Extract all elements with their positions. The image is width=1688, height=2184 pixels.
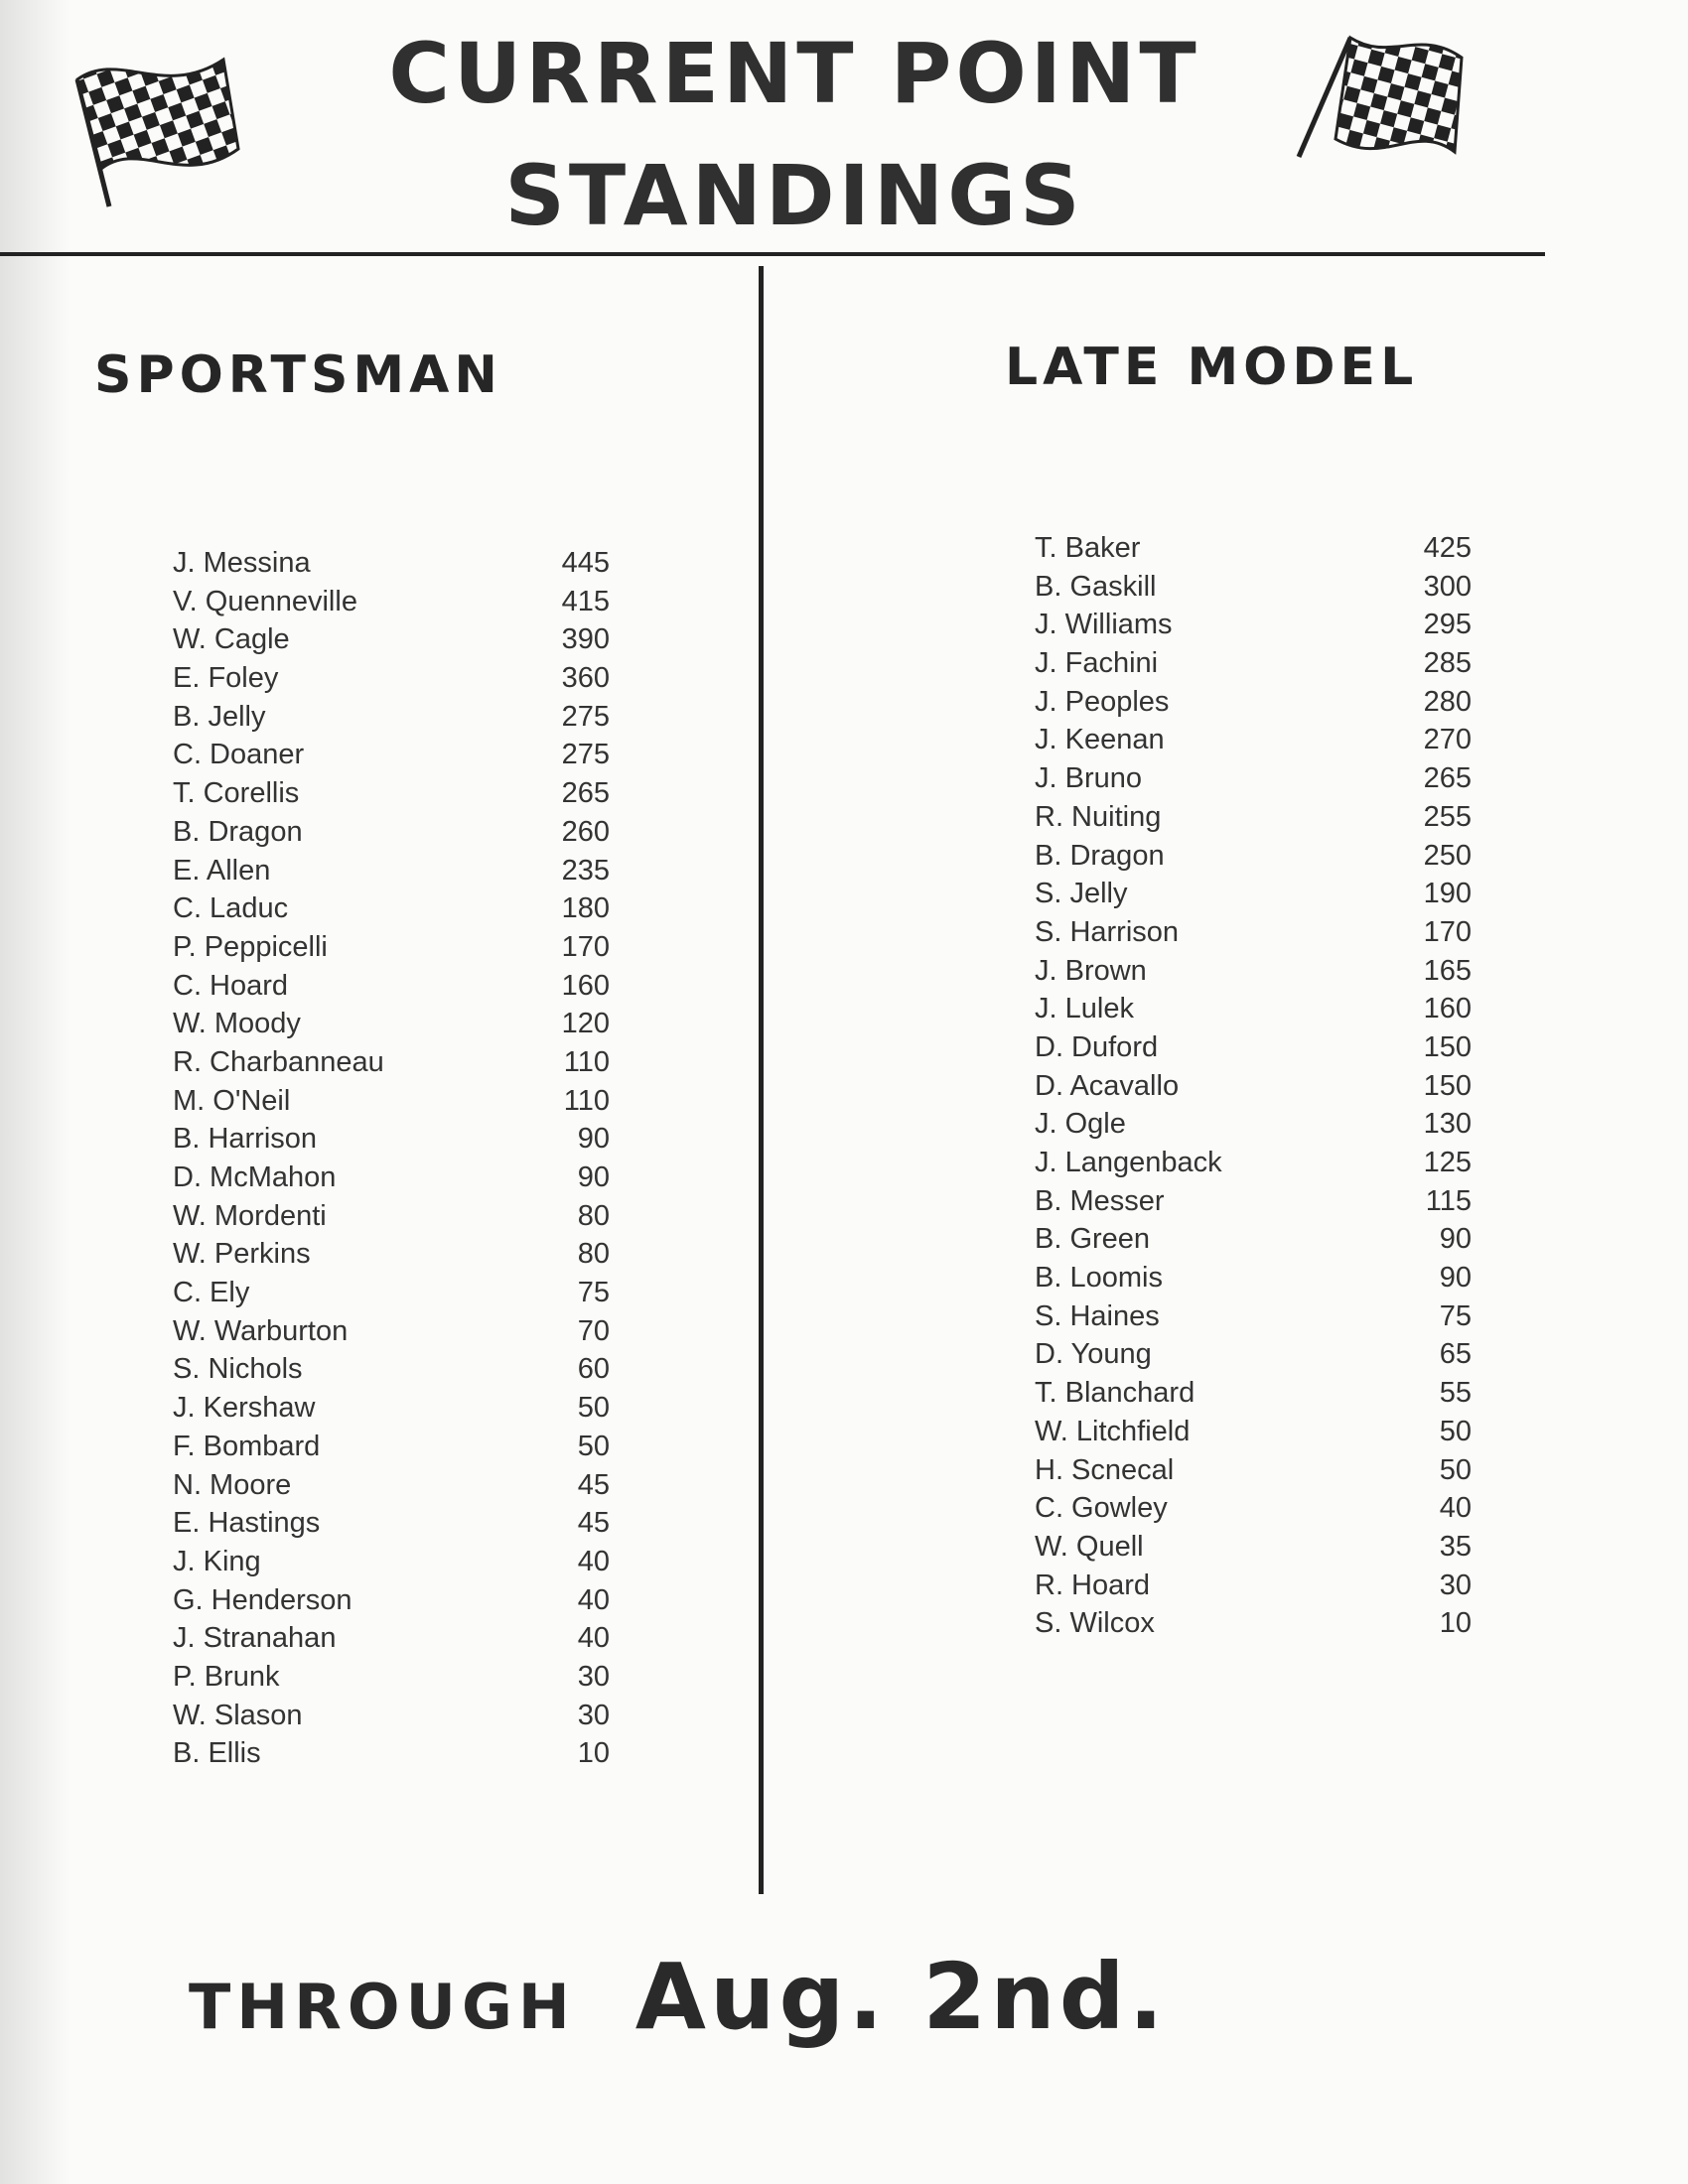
driver-points: 40 bbox=[577, 1583, 610, 1616]
standing-row bbox=[1035, 529, 1472, 568]
driver-points: 360 bbox=[561, 662, 610, 695]
standing-row bbox=[173, 1428, 610, 1466]
driver-points: 10 bbox=[1439, 1607, 1472, 1640]
driver-points: 40 bbox=[577, 1545, 610, 1577]
driver-points: 110 bbox=[563, 1084, 610, 1117]
standing-row bbox=[173, 1697, 610, 1735]
standing-row bbox=[173, 889, 610, 928]
driver-points: 260 bbox=[561, 815, 610, 848]
driver-points: 30 bbox=[1439, 1569, 1472, 1601]
standing-row bbox=[1035, 1567, 1472, 1605]
standing-row bbox=[173, 544, 610, 583]
driver-name: C. Hoard bbox=[173, 969, 289, 1002]
driver-name: W. Perkins bbox=[173, 1238, 311, 1271]
standing-row bbox=[173, 1274, 610, 1312]
driver-name: C. Ely bbox=[173, 1277, 250, 1309]
driver-name: W. Quell bbox=[1035, 1530, 1144, 1563]
driver-points: 70 bbox=[577, 1314, 610, 1347]
sportsman-heading: SPORTSMAN bbox=[94, 345, 502, 405]
driver-points: 45 bbox=[577, 1468, 610, 1501]
driver-points: 275 bbox=[561, 700, 610, 733]
driver-points: 390 bbox=[561, 623, 610, 656]
driver-name: E. Hastings bbox=[173, 1507, 321, 1540]
driver-points: 130 bbox=[1423, 1108, 1472, 1141]
footer-through: THROUGH bbox=[189, 1971, 576, 2043]
standing-row bbox=[1035, 913, 1472, 952]
page-title-line1: CURRENT POINT bbox=[388, 25, 1200, 122]
standing-row bbox=[1035, 1604, 1472, 1643]
late-model-standings-list bbox=[1035, 529, 1472, 1643]
late-model-heading: LATE MODEL bbox=[1005, 338, 1419, 397]
standing-row bbox=[1035, 1220, 1472, 1259]
standing-row bbox=[173, 1504, 610, 1543]
driver-name: J. Peoples bbox=[1035, 685, 1170, 718]
driver-points: 40 bbox=[1439, 1492, 1472, 1525]
standing-row bbox=[173, 813, 610, 852]
standing-row bbox=[1035, 1297, 1472, 1336]
driver-points: 425 bbox=[1423, 532, 1472, 564]
driver-points: 250 bbox=[1423, 839, 1472, 872]
standing-row bbox=[173, 1350, 610, 1389]
standing-row bbox=[1035, 1259, 1472, 1297]
driver-points: 270 bbox=[1423, 724, 1472, 756]
standing-row bbox=[173, 1120, 610, 1159]
driver-points: 160 bbox=[1423, 993, 1472, 1025]
page-edge-shadow bbox=[0, 0, 70, 2184]
header-divider bbox=[0, 252, 1545, 256]
driver-name: C. Gowley bbox=[1035, 1492, 1168, 1525]
driver-name: J. Ogle bbox=[1035, 1108, 1126, 1141]
standing-row bbox=[1035, 1105, 1472, 1144]
driver-name: H. Scnecal bbox=[1035, 1453, 1175, 1486]
sportsman-standings-list bbox=[173, 544, 610, 1773]
driver-points: 30 bbox=[577, 1660, 610, 1693]
driver-name: M. O'Neil bbox=[173, 1084, 291, 1117]
driver-name: W. Cagle bbox=[173, 623, 290, 656]
footer-through-date bbox=[189, 1944, 1168, 2050]
driver-name: F. Bombard bbox=[173, 1430, 321, 1462]
driver-points: 120 bbox=[561, 1008, 610, 1040]
standing-row bbox=[173, 1543, 610, 1581]
driver-points: 285 bbox=[1423, 647, 1472, 680]
standing-row bbox=[1035, 1182, 1472, 1221]
column-divider bbox=[759, 266, 764, 1894]
driver-name: B. Gaskill bbox=[1035, 570, 1157, 603]
driver-points: 170 bbox=[561, 930, 610, 963]
driver-points: 265 bbox=[1423, 762, 1472, 795]
standing-row bbox=[1035, 1413, 1472, 1451]
driver-name: S. Wilcox bbox=[1035, 1607, 1155, 1640]
driver-points: 150 bbox=[1423, 1069, 1472, 1102]
driver-name: J. Kershaw bbox=[173, 1392, 316, 1425]
driver-name: D. Acavallo bbox=[1035, 1069, 1180, 1102]
driver-points: 160 bbox=[561, 969, 610, 1002]
standing-row bbox=[173, 1658, 610, 1697]
driver-points: 190 bbox=[1423, 878, 1472, 910]
driver-points: 90 bbox=[577, 1123, 610, 1156]
driver-points: 90 bbox=[577, 1161, 610, 1193]
standing-row bbox=[1035, 1374, 1472, 1413]
standing-row bbox=[1035, 837, 1472, 876]
driver-name: P. Peppicelli bbox=[173, 930, 328, 963]
driver-name: N. Moore bbox=[173, 1468, 292, 1501]
standing-row bbox=[173, 1043, 610, 1082]
driver-name: S. Haines bbox=[1035, 1299, 1160, 1332]
driver-name: D. McMahon bbox=[173, 1161, 337, 1193]
driver-points: 75 bbox=[1439, 1299, 1472, 1332]
driver-points: 65 bbox=[1439, 1338, 1472, 1371]
driver-points: 180 bbox=[561, 892, 610, 925]
driver-points: 295 bbox=[1423, 609, 1472, 641]
standing-row bbox=[173, 774, 610, 813]
standing-row bbox=[1035, 952, 1472, 991]
driver-points: 275 bbox=[561, 739, 610, 771]
driver-name: J. Lulek bbox=[1035, 993, 1134, 1025]
standing-row bbox=[173, 1734, 610, 1773]
driver-name: W. Litchfield bbox=[1035, 1415, 1191, 1447]
footer-date: Aug. 2nd. bbox=[634, 1944, 1168, 2050]
standing-row bbox=[1035, 1451, 1472, 1490]
driver-points: 300 bbox=[1423, 570, 1472, 603]
driver-name: B. Messer bbox=[1035, 1184, 1165, 1217]
driver-name: E. Allen bbox=[173, 854, 271, 887]
driver-name: R. Charbanneau bbox=[173, 1045, 384, 1078]
standing-row bbox=[1035, 798, 1472, 837]
driver-name: S. Nichols bbox=[173, 1353, 303, 1386]
driver-name: R. Hoard bbox=[1035, 1569, 1151, 1601]
standing-row bbox=[1035, 759, 1472, 798]
standing-row bbox=[173, 659, 610, 698]
standing-row bbox=[173, 698, 610, 737]
driver-name: S. Harrison bbox=[1035, 915, 1180, 948]
standing-row bbox=[1035, 1528, 1472, 1567]
driver-points: 165 bbox=[1423, 954, 1472, 987]
standing-row bbox=[173, 1197, 610, 1236]
driver-name: S. Jelly bbox=[1035, 878, 1128, 910]
driver-name: G. Henderson bbox=[173, 1583, 352, 1616]
driver-points: 125 bbox=[1423, 1147, 1472, 1178]
standing-row bbox=[1035, 644, 1472, 683]
driver-name: B. Ellis bbox=[173, 1737, 261, 1770]
driver-name: J. Brown bbox=[1035, 954, 1147, 987]
driver-points: 80 bbox=[577, 1199, 610, 1232]
driver-name: D. Duford bbox=[1035, 1030, 1159, 1063]
checkered-flag-icon bbox=[70, 40, 248, 208]
driver-name: J. Langenback bbox=[1035, 1147, 1222, 1178]
driver-points: 35 bbox=[1439, 1530, 1472, 1563]
standing-row bbox=[1035, 990, 1472, 1028]
driver-name: J. Williams bbox=[1035, 609, 1173, 641]
driver-points: 280 bbox=[1423, 685, 1472, 718]
standing-row bbox=[173, 1005, 610, 1043]
page-title-line2: STANDINGS bbox=[504, 147, 1084, 244]
driver-name: W. Slason bbox=[173, 1699, 303, 1731]
standing-row bbox=[173, 928, 610, 967]
driver-points: 50 bbox=[577, 1430, 610, 1462]
driver-points: 50 bbox=[577, 1392, 610, 1425]
driver-name: B. Loomis bbox=[1035, 1262, 1163, 1295]
standing-row bbox=[173, 620, 610, 659]
driver-name: C. Doaner bbox=[173, 739, 305, 771]
standing-row bbox=[1035, 1489, 1472, 1528]
standing-row bbox=[173, 1619, 610, 1658]
driver-points: 170 bbox=[1423, 915, 1472, 948]
driver-points: 55 bbox=[1439, 1377, 1472, 1410]
driver-name: B. Dragon bbox=[1035, 839, 1165, 872]
standing-row bbox=[1035, 1144, 1472, 1182]
driver-name: W. Mordenti bbox=[173, 1199, 327, 1232]
driver-name: J. Messina bbox=[173, 547, 311, 579]
driver-name: T. Baker bbox=[1035, 532, 1141, 564]
driver-points: 415 bbox=[561, 585, 610, 617]
driver-name: E. Foley bbox=[173, 662, 279, 695]
standing-row bbox=[1035, 568, 1472, 607]
driver-name: W. Warburton bbox=[173, 1314, 349, 1347]
driver-points: 90 bbox=[1439, 1223, 1472, 1256]
driver-points: 50 bbox=[1439, 1453, 1472, 1486]
standing-row bbox=[1035, 606, 1472, 644]
standing-row bbox=[173, 1159, 610, 1197]
driver-points: 115 bbox=[1425, 1184, 1472, 1217]
driver-name: J. King bbox=[173, 1545, 261, 1577]
driver-name: T. Corellis bbox=[173, 777, 300, 810]
driver-name: J. Bruno bbox=[1035, 762, 1142, 795]
driver-points: 255 bbox=[1423, 800, 1472, 833]
driver-name: T. Blanchard bbox=[1035, 1377, 1196, 1410]
driver-name: C. Laduc bbox=[173, 892, 289, 925]
driver-points: 265 bbox=[561, 777, 610, 810]
standing-row bbox=[1035, 683, 1472, 722]
driver-name: B. Dragon bbox=[173, 815, 303, 848]
driver-name: B. Harrison bbox=[173, 1123, 318, 1156]
standing-row bbox=[173, 967, 610, 1006]
driver-points: 235 bbox=[561, 854, 610, 887]
standing-row bbox=[173, 736, 610, 774]
standing-row bbox=[1035, 1028, 1472, 1067]
standing-row bbox=[1035, 1067, 1472, 1106]
standing-row bbox=[173, 852, 610, 890]
driver-name: J. Stranahan bbox=[173, 1622, 337, 1655]
driver-name: J. Fachini bbox=[1035, 647, 1159, 680]
standing-row bbox=[173, 1235, 610, 1274]
standing-row bbox=[1035, 875, 1472, 913]
standing-row bbox=[173, 1466, 610, 1505]
driver-name: R. Nuiting bbox=[1035, 800, 1162, 833]
driver-name: W. Moody bbox=[173, 1008, 301, 1040]
standing-row bbox=[1035, 1335, 1472, 1374]
driver-name: D. Young bbox=[1035, 1338, 1152, 1371]
standing-row bbox=[173, 1312, 610, 1351]
standing-row bbox=[173, 1389, 610, 1428]
driver-points: 40 bbox=[577, 1622, 610, 1655]
standing-row bbox=[1035, 721, 1472, 759]
driver-points: 10 bbox=[577, 1737, 610, 1770]
driver-points: 80 bbox=[577, 1238, 610, 1271]
driver-points: 45 bbox=[577, 1507, 610, 1540]
driver-points: 75 bbox=[577, 1277, 610, 1309]
driver-points: 60 bbox=[577, 1353, 610, 1386]
driver-points: 30 bbox=[577, 1699, 610, 1731]
driver-name: P. Brunk bbox=[173, 1660, 280, 1693]
standing-row bbox=[173, 1082, 610, 1121]
standing-row bbox=[173, 1581, 610, 1620]
driver-points: 445 bbox=[561, 547, 610, 579]
driver-name: J. Keenan bbox=[1035, 724, 1165, 756]
standing-row bbox=[173, 583, 610, 621]
driver-name: V. Quenneville bbox=[173, 585, 357, 617]
driver-points: 110 bbox=[563, 1045, 610, 1078]
driver-points: 90 bbox=[1439, 1262, 1472, 1295]
driver-points: 50 bbox=[1439, 1415, 1472, 1447]
driver-points: 150 bbox=[1423, 1030, 1472, 1063]
driver-name: B. Green bbox=[1035, 1223, 1151, 1256]
driver-name: B. Jelly bbox=[173, 700, 266, 733]
